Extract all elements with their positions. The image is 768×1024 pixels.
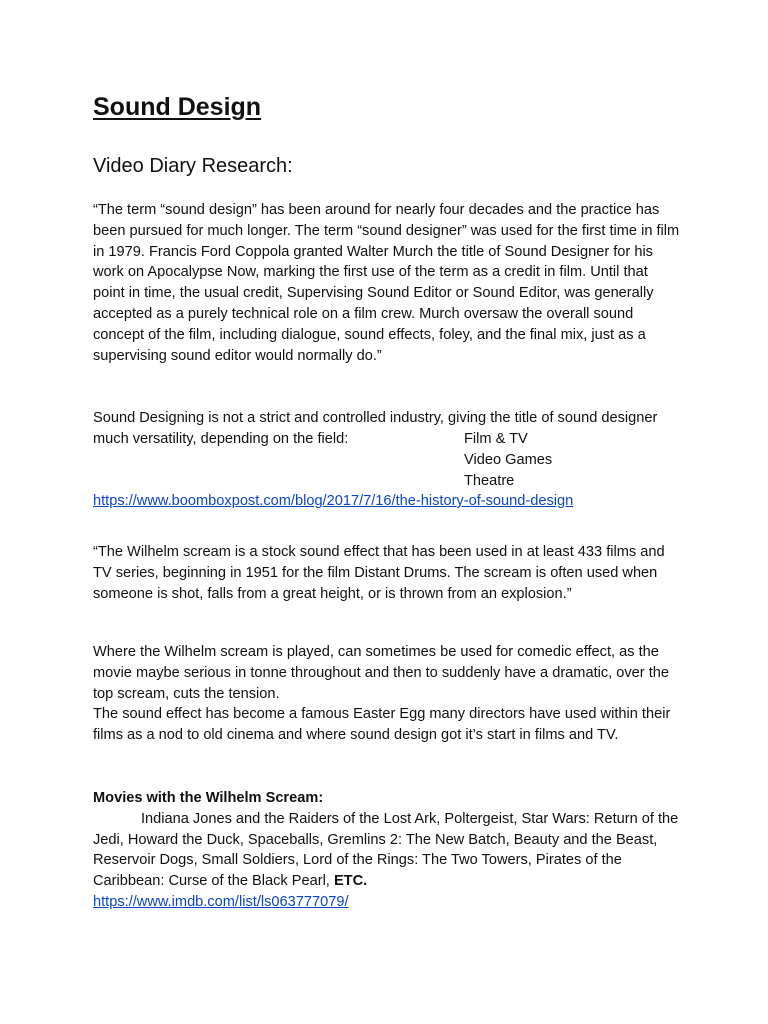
wilhelm-comedic-text: Where the Wilhelm scream is played, can sometimes be used for comedic effect, as the movie maybe serious in tonne throughout and then to suddenly have a dramatic, over the top scream, cuts the tension. xyxy=(93,644,669,702)
field-item-theatre: Theatre xyxy=(464,472,515,489)
document-title: Sound Design xyxy=(93,93,262,121)
quote-sound-design xyxy=(93,200,683,366)
wilhelm-commentary xyxy=(93,642,683,746)
wilhelm-quote-text: “The Wilhelm scream is a stock sound effect that has been used in at least 433 films and TV series, beginning in 1951 for the film Distant Drums. The scream is often used when someone is shot, falls from a great height, or is thrown from an explosion.” xyxy=(93,544,665,602)
fields-list xyxy=(464,429,552,491)
versatility-paragraph xyxy=(93,408,683,450)
boomboxpost-link[interactable]: https://www.boomboxpost.com/blog/2017/7/16/the-history-of-sound-design xyxy=(93,493,574,509)
movies-list xyxy=(93,809,683,892)
field-item-film-tv: Film & TV xyxy=(464,431,528,447)
movies-section xyxy=(93,788,683,913)
quote-paragraph: “The term “sound design” has been around for nearly four decades and the practice has been pursued for much longer. The term “sound designer” was used for the first time in film in 1979. Francis Ford Coppola granted Walter Murch the title of Sound Designer for his work on Apocalypse Now, marking the first use of the term as a credit in film. Until that point in time, the usual credit, Supervising Sound Editor or Sound Editor, was generally accepted as a purely technical role on a film crew. Murch oversaw the overall sound concept of the film, including dialogue, sound effects, foley, and the final mix, just as a supervising sound editor would normally do.” xyxy=(93,202,680,364)
link1-container xyxy=(93,491,693,512)
movies-list-text: Indiana Jones and the Raiders of the Lost Ark, Poltergeist, Star Wars: Return of the Jedi, Howard the Duck, Spaceballs, Gremlins 2: The New Batch, Beauty and the Beast, Reservoir Dogs, Small Soldiers, Lord of the Rings: The Two Towers, Pirates of the Caribbean: Curse of the Black Pearl, xyxy=(93,810,679,890)
imdb-link[interactable]: https://www.imdb.com/list/ls063777079/ xyxy=(93,893,349,910)
movies-etc: ETC. xyxy=(333,873,368,890)
movies-heading: Movies with the Wilhelm Scream: xyxy=(93,790,324,806)
field-item-video-games: Video Games xyxy=(464,451,553,468)
document-subtitle: Video Diary Research: xyxy=(93,155,293,177)
wilhelm-easter-egg-text: The sound effect has become a famous Easter Egg many directors have used within their films as a nod to old cinema and where sound design got it’s start in films and TV. xyxy=(93,706,671,744)
versatility-text: Sound Designing is not a strict and controlled industry, giving the title of sound designer much versatility, depending on the field: xyxy=(93,410,658,447)
quote-wilhelm-scream xyxy=(93,542,683,604)
